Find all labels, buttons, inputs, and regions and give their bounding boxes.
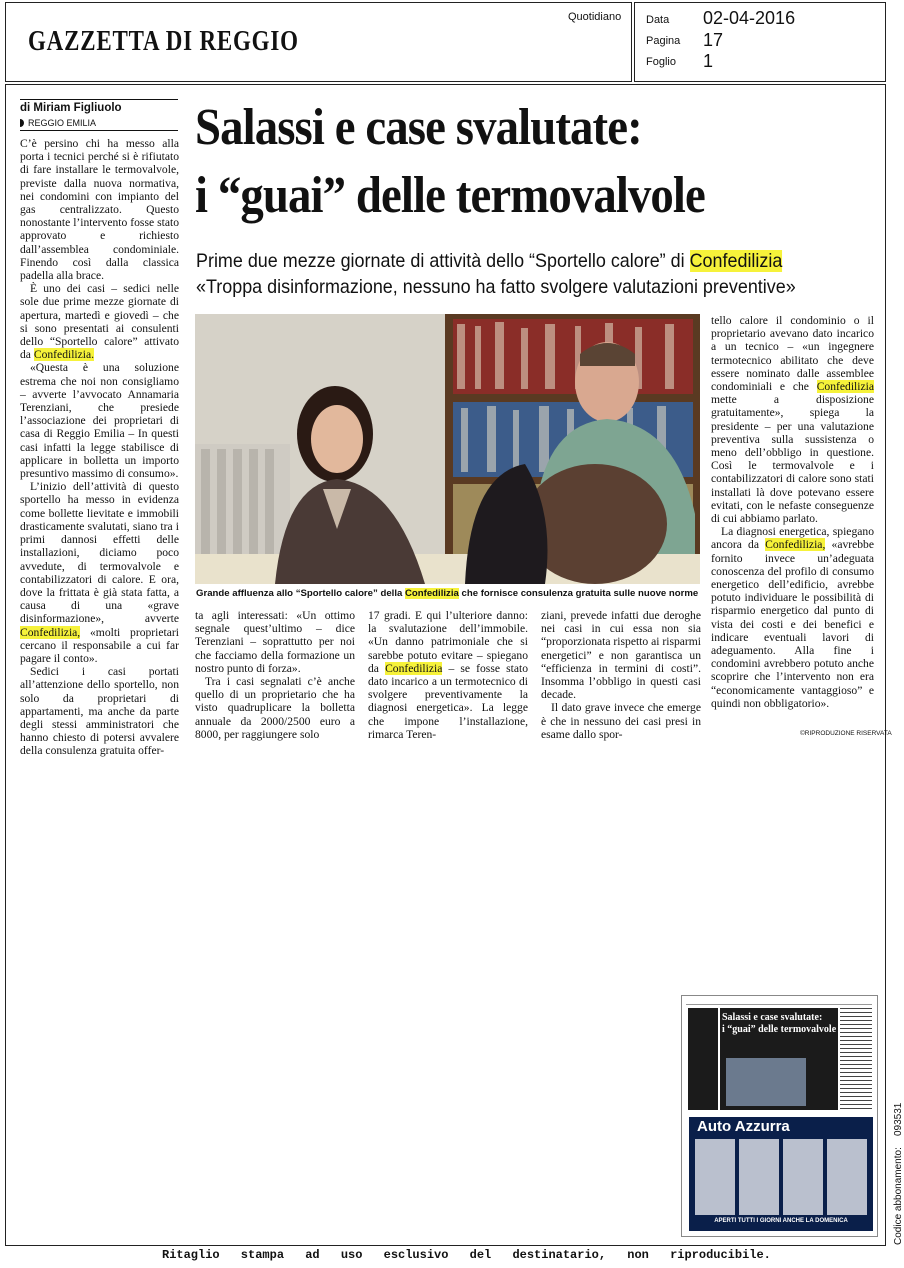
thumbnail-topbar	[686, 999, 872, 1005]
date-label: Data	[646, 14, 670, 26]
byline-place-text: REGGIO EMILIA	[28, 118, 97, 128]
frequency-label: Quotidiano	[568, 11, 622, 23]
article-column-1	[20, 137, 179, 758]
headline-line-2: i “guai” delle termovalvole	[195, 167, 705, 224]
photo-caption	[196, 588, 698, 599]
byline-author: di Miriam Figliuolo	[20, 102, 122, 114]
photo-illustration	[195, 314, 700, 584]
page-value: 17	[703, 30, 724, 50]
paragraph-text: «molti proprietari cercano il responsabile a cui far pagare il conto».	[20, 625, 179, 665]
page-thumbnail	[681, 995, 878, 1237]
thumbnail-photo	[726, 1058, 806, 1106]
masthead: GAZZETTA DI REGGIO	[28, 26, 299, 57]
paragraph: Il dato grave invece che emerge è che in nessuno dei casi presi in esame dallo spor-	[541, 701, 701, 741]
thumbnail-headline-2: i “guai” delle termovalvole	[722, 1024, 837, 1035]
paragraph: «Questa è una soluzione estrema che noi non consigliamo – avverte l’avvocato Annamaria Terenziani, che presiede l’associazione dei proprietari di casa di Reggio Emilia – In questi casi infatti la legge stabilisce di applicare in bolletta un importo presuntivo massimo di consumo».	[20, 361, 179, 481]
paragraph: ta agli interessati: «Un ottimo segnale quest’ultimo – dice Terenziani – soprattutto per noi che facciamo della formazione un nostro punto di forza».	[195, 609, 355, 675]
confedilizia-highlight: Confedilizia,	[765, 538, 826, 552]
article-column-2	[195, 609, 355, 741]
subscription-code-value: 093531	[893, 1102, 904, 1137]
paragraph: ziani, prevede infatti due deroghe nei casi in cui essa non sia “proporzionata rispetto ai risparmi energetici” e non garantisca un “efficienza in termini di costi”. Insomma l’obbligo in questi casi decade.	[541, 609, 702, 702]
paragraph-text: La diagnosi energetica, spiegano ancora da	[711, 525, 874, 552]
paragraph: C’è persino chi ha messo alla porta i tecnici perché si è rifiutato di fare installare le termovalvole, previste dalla nuova normativa, nei condomini con impianto del gas centralizzato. Questo nonostante l’intervento fosse stato approvato e richiesto dall’assemblea condominiale. Finendo così dalla classica padella alla brace.	[20, 137, 179, 283]
article-column-5	[711, 314, 874, 710]
byline-place	[20, 118, 96, 128]
date-value: 02-04-2016	[703, 8, 796, 28]
sheet-label: Foglio	[646, 56, 676, 68]
ad-car-grid	[695, 1139, 867, 1215]
paragraph: Tra i casi segnalati c’è anche quello di un proprietario che ha visto quadruplicare la bolletta annuale da 2000/2500 euro a 8000, per raggiungere solo	[195, 675, 355, 741]
subhead-highlight: Confedilizia	[689, 250, 783, 272]
paragraph-text: L’inizio dell’attività di questo sportello ha messo in evidenza come bollette lievitate e immobili drasticamente svalutati, siano tra i primi dannosi effetti delle installazioni, diciamo poco avvedute, di termovalvole e contabilizzatori di calore. E ora, dove la frittata è già stata fatta, a causa di una «grave disinformazione», avverte	[20, 480, 179, 626]
paragraph-text: tello calore il condominio o il proprietario avevano dato incarico a un tecnico – «un ingegnere termotecnico abilitato che deve essere nominato dalle assemblee condominiali e che	[711, 314, 874, 394]
article-column-3	[368, 609, 528, 741]
paragraph	[368, 609, 528, 741]
paragraph-text: – se fosse stato dato incarico a un termotecnico di svolgere preventivamente la diagnosi energetica». La legge che impone l’installazione, rimarca Teren-	[368, 661, 528, 741]
page-label: Pagina	[646, 35, 681, 47]
confedilizia-highlight: Confedilizia	[385, 661, 443, 675]
paragraph-text: È uno dei casi – sedici nelle sole due prime mezze giornate di apertura, martedì e giovedì – che si sono presentati ai consulenti dello “Sportello calore” attivato da	[20, 282, 179, 362]
paragraph	[711, 314, 874, 525]
byline-rule-bottom	[20, 130, 178, 131]
thumbnail-headline-1: Salassi e case svalutate:	[722, 1012, 823, 1023]
thumbnail-ad	[688, 1116, 874, 1232]
paragraph	[20, 282, 179, 361]
paragraph-text: mette a disposizione gratuitamente», spiega la presidente – per una valutazione preventiva sulla sussistenza o meno dell’obbligo in questione. Così le termovalvole e i contabilizzatori di calore sono stati installati là dove potevano essere evitati, con le nefaste conseguenze di cui abbiamo parlato.	[711, 393, 874, 526]
caption-highlight: Confedilizia	[405, 588, 459, 599]
caption-text: che fornisce consulenza gratuita sulle nuove norme	[461, 588, 699, 599]
paragraph	[711, 525, 874, 710]
headline-line-1: Salassi e case svalutate:	[195, 99, 642, 156]
thumbnail-photo-strip	[688, 1008, 718, 1110]
article-column-4	[541, 609, 701, 741]
subhead-text: Prime due mezze giornate di attività dello “Sportello calore” di	[196, 250, 685, 272]
caption-text: Grande affluenza allo “Sportello calore” della	[196, 588, 403, 599]
thumbnail-sidebar	[840, 1008, 872, 1110]
paragraph	[20, 480, 179, 665]
paragraph-text: 17 gradi. E qui l’ulteriore danno: la svalutazione dell’immobile. «Un danno patrimoniale che si sarebbe potuto evitare – spiegano da	[368, 609, 528, 675]
paragraph: Sedici i casi portati all’attenzione dello sportello, non solo da proprietari di appartamenti, ma anche da parte degli stessi amministratori che hanno chiesto di potersi avvalere della consulenza gratuita offer-	[20, 665, 179, 758]
subscription-code-label: Codice abbonamento:	[893, 1147, 904, 1245]
subscription-code	[893, 1103, 904, 1245]
ad-brand: Auto Azzurra	[697, 1118, 790, 1135]
copyright-notice: ©RIPRODUZIONE RISERVATA	[800, 730, 892, 737]
confedilizia-highlight: Confedilizia	[816, 380, 874, 394]
confedilizia-highlight: Confedilizia.	[33, 348, 95, 362]
subhead-line-2: «Troppa disinformazione, nessuno ha fatto svolgere valutazioni preventive»	[196, 276, 796, 298]
paragraph-text: «avrebbe fornito invece un’adeguata conoscenza del profilo di consumo energetico dell’edificio, avrebbe potuto individuare le possibilità di risparmio energetico dal punto di vista dei costi e dei benefici e indicare eventuali lavori di adeguamento. Alla fine i condomini avrebbero potuto anche scoprire che l’intervento non era “economicamente vantaggioso” e quindi non obbligatorio».	[711, 538, 875, 710]
sheet-value: 1	[703, 51, 714, 71]
reproduction-notice: Ritaglio stampa ad uso esclusivo del destinatario, non riproducibile.	[162, 1248, 771, 1262]
confedilizia-highlight: Confedilizia,	[20, 625, 81, 639]
subhead-line-1	[196, 248, 782, 274]
place-marker-icon	[20, 119, 24, 127]
byline-rule-top	[20, 99, 178, 100]
ad-banner: APERTI TUTTI I GIORNI ANCHE LA DOMENICA	[714, 1218, 848, 1224]
article-photo	[195, 314, 700, 584]
